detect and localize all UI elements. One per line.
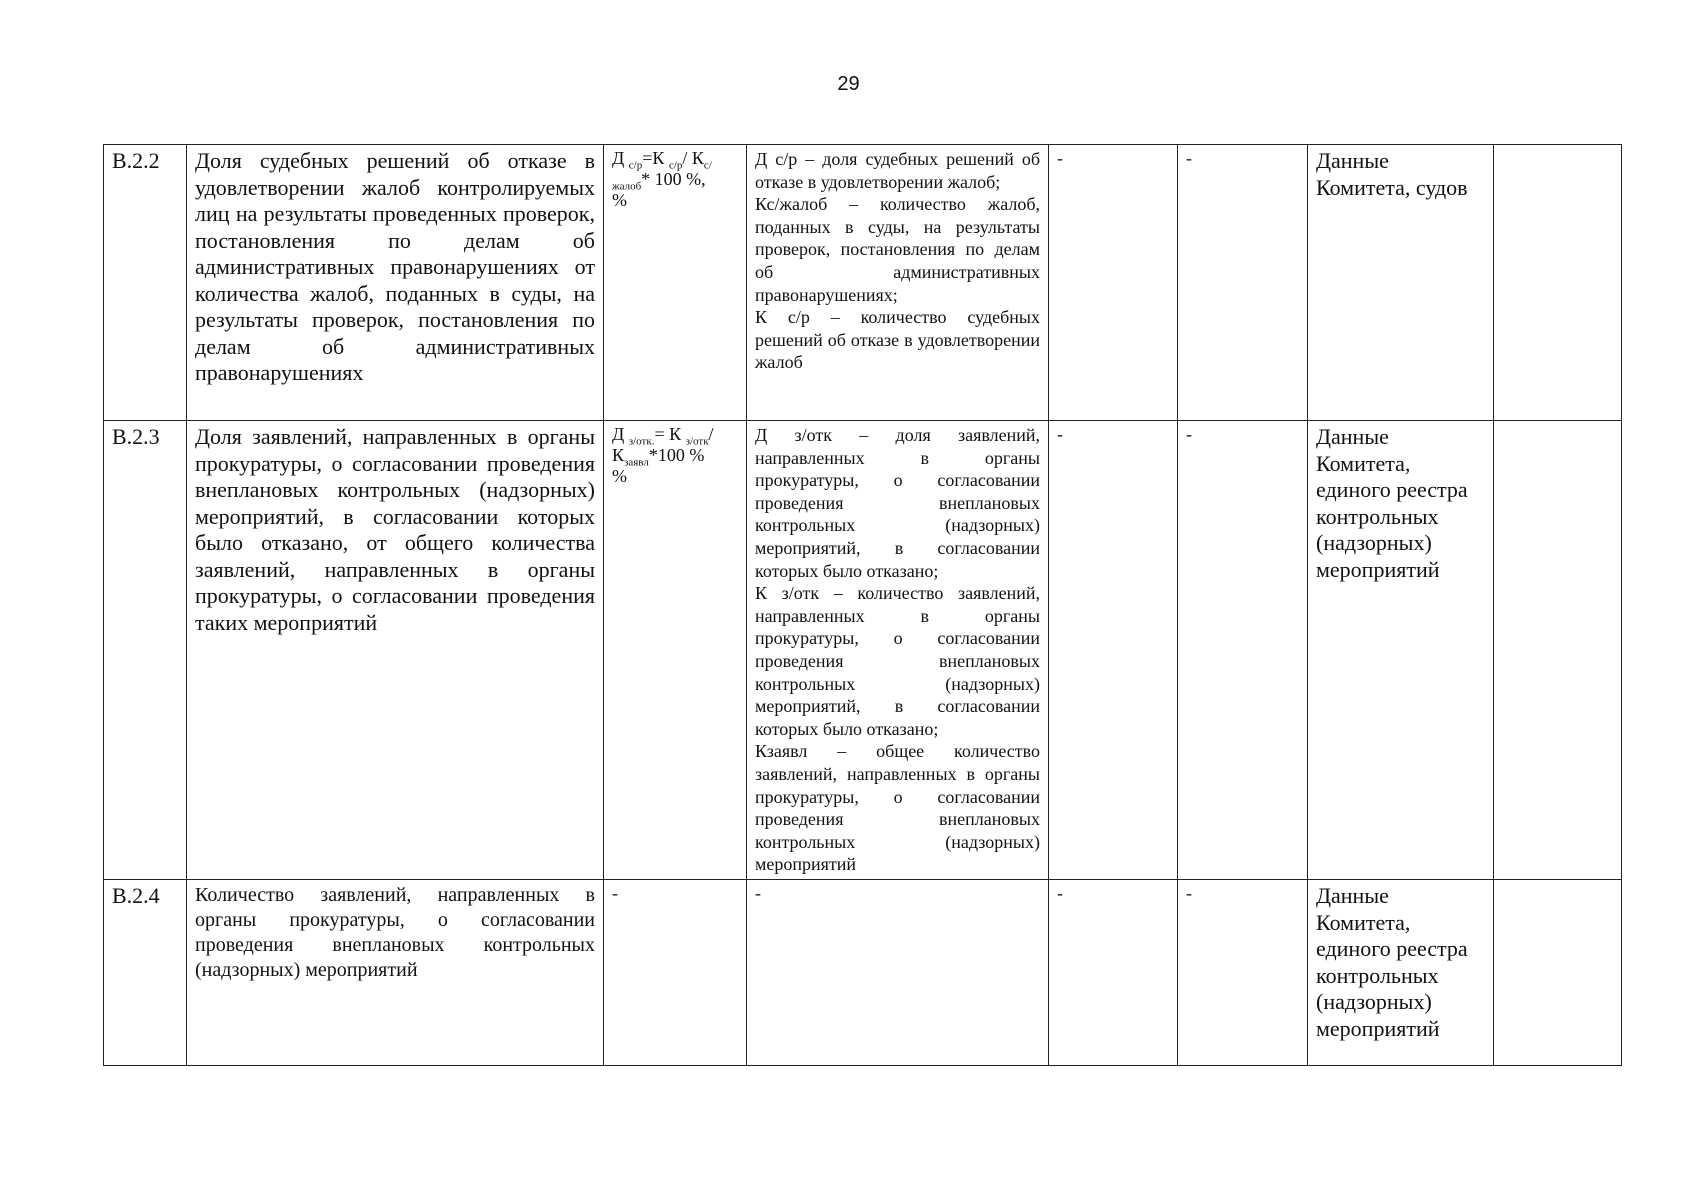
indicators-table bbox=[103, 144, 1622, 1066]
indicator-name: Количество заявлений, направленных в органы прокуратуры, о согласовании проведения внеплановых контрольных (надзорных) мероприятий bbox=[187, 880, 604, 1066]
indicator-code: В.2.4 bbox=[104, 880, 187, 1066]
indicator-source: Данные Комитета, судов bbox=[1308, 145, 1494, 421]
indicator-explanation: - bbox=[747, 880, 1049, 1066]
indicator-col6: - bbox=[1178, 145, 1308, 421]
indicator-col5: - bbox=[1049, 145, 1178, 421]
indicator-formula: Д $_{с/р}$=К $_{с/р}$/ $К_{с/жалоб}*$ 100 %, % bbox=[604, 145, 747, 421]
indicator-col8 bbox=[1494, 880, 1622, 1066]
explanation-paragraph: Д с/р – доля судебных решений об отказе в удовлетворении жалоб; bbox=[755, 149, 1040, 192]
explanation-paragraph: Кс/жалоб – количество жалоб, поданных в суды, на результаты проверок, постановления по делам об административных правонарушениях; bbox=[755, 194, 1040, 305]
table-row bbox=[104, 421, 1622, 880]
page-number: 29 bbox=[837, 73, 860, 95]
indicator-name: Доля заявлений, направленных в органы прокуратуры, о согласовании проведения внеплановых контрольных (надзорных) мероприятий, в согласовании которых было отказано, от общего количества заявлений, направленных в органы прокуратуры, о согласовании проведения таких мероприятий bbox=[187, 421, 604, 880]
table-row bbox=[104, 145, 1622, 421]
indicator-code: В.2.2 bbox=[104, 145, 187, 421]
explanation-paragraph: К з/отк – количество заявлений, направленных в органы прокуратуры, о согласовании проведения внеплановых контрольных (надзорных) мероприятий, в согласовании которых было отказано; bbox=[755, 583, 1040, 739]
indicator-formula: - bbox=[604, 880, 747, 1066]
indicator-source: Данные Комитета, единого реестра контрольных (надзорных) мероприятий bbox=[1308, 880, 1494, 1066]
indicator-name: Доля судебных решений об отказе в удовлетворении жалоб контролируемых лиц на результаты проведенных проверок, постановления по делам об административных правонарушениях от количества жалоб, поданных в суды, на результаты проверок, постановления по делам об административных правонарушениях bbox=[187, 145, 604, 421]
indicator-col5: - bbox=[1049, 880, 1178, 1066]
indicator-formula: Д $_{з/отк.}$= К $_{з/отк}$/ $К_{заявл}*100$ % % bbox=[604, 421, 747, 880]
indicator-col6: - bbox=[1178, 421, 1308, 880]
indicator-col8 bbox=[1494, 421, 1622, 880]
indicator-explanation bbox=[747, 421, 1049, 880]
explanation-paragraph: К с/р – количество судебных решений об отказе в удовлетворении жалоб bbox=[755, 307, 1040, 373]
indicator-source: Данные Комитета, единого реестра контрольных (надзорных) мероприятий bbox=[1308, 421, 1494, 880]
explanation-paragraph: Д з/отк – доля заявлений, направленных в органы прокуратуры, о согласовании проведения внеплановых контрольных (надзорных) мероприятий, в согласовании которых было отказано; bbox=[755, 425, 1040, 581]
indicator-explanation bbox=[747, 145, 1049, 421]
indicator-col5: - bbox=[1049, 421, 1178, 880]
indicator-col6: - bbox=[1178, 880, 1308, 1066]
indicator-col8 bbox=[1494, 145, 1622, 421]
indicator-code: В.2.3 bbox=[104, 421, 187, 880]
explanation-paragraph: Кзаявл – общее количество заявлений, направленных в органы прокуратуры, о согласовании проведения внеплановых контрольных (надзорных) мероприятий bbox=[755, 741, 1040, 875]
table-row bbox=[104, 880, 1622, 1066]
